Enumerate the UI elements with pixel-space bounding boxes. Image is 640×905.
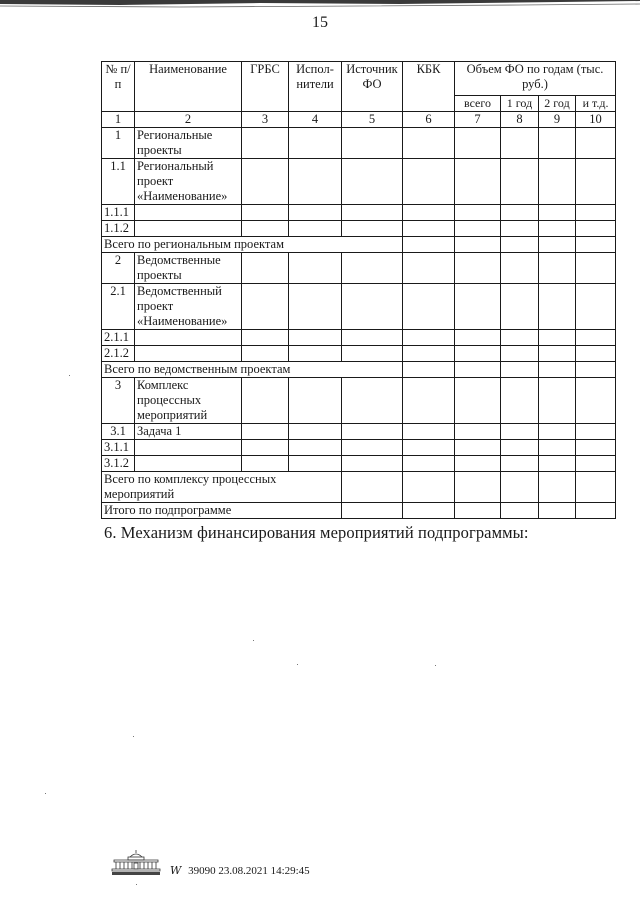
- table-row: [102, 284, 616, 330]
- scan-speck: [69, 375, 70, 376]
- table-row: [102, 253, 616, 284]
- column-number: 3: [242, 112, 289, 128]
- row-name: Ведомственный проект «Наименование»: [135, 284, 242, 330]
- scan-speck: [435, 665, 436, 666]
- header-volume: Объем ФО по годам (тыс. руб.): [455, 62, 616, 96]
- column-number: 8: [501, 112, 539, 128]
- header-total: всего: [455, 96, 501, 112]
- signature-mark: W: [170, 864, 182, 877]
- row-number: 3.1.1: [102, 440, 135, 456]
- row-number: 2: [102, 253, 135, 284]
- column-number: 9: [539, 112, 576, 128]
- header-kbk: КБК: [403, 62, 455, 112]
- legislature-stamp-icon: [108, 848, 164, 876]
- header-year1: 1 год: [501, 96, 539, 112]
- row-number: 1.1.1: [102, 205, 135, 221]
- header-source: Источник ФО: [342, 62, 403, 112]
- header-row: [102, 62, 616, 96]
- row-number: 3: [102, 378, 135, 424]
- row-number: 2.1.2: [102, 346, 135, 362]
- grand-total-row: [102, 503, 616, 519]
- scan-speck: [253, 640, 254, 641]
- column-number: 5: [342, 112, 403, 128]
- table-row: [102, 159, 616, 205]
- column-number: 4: [289, 112, 342, 128]
- table-row: [102, 378, 616, 424]
- table-row: [102, 424, 616, 440]
- row-number: 2.1.1: [102, 330, 135, 346]
- column-number: 1: [102, 112, 135, 128]
- row-name: Региональные проекты: [135, 128, 242, 159]
- row-number: 1.1: [102, 159, 135, 205]
- header-executors: Испол-нители: [289, 62, 342, 112]
- row-number: 1.1.2: [102, 221, 135, 237]
- row-number: 3.1: [102, 424, 135, 440]
- grand-total-label: Итого по подпрограмме: [102, 503, 342, 519]
- table-row: [102, 221, 616, 237]
- scan-edge: [0, 0, 640, 10]
- subtotal-label: Всего по региональным проектам: [102, 237, 403, 253]
- column-number: 10: [576, 112, 616, 128]
- header-year2: 2 год: [539, 96, 576, 112]
- table-row: [102, 205, 616, 221]
- column-number: 6: [403, 112, 455, 128]
- table-row: [102, 440, 616, 456]
- row-number: 1: [102, 128, 135, 159]
- scan-speck: [136, 884, 137, 885]
- registration-number: 39090 23.08.2021 14:29:45: [188, 865, 310, 877]
- row-name: Ведомственные проекты: [135, 253, 242, 284]
- row-name: Региональный проект «Наименование»: [135, 159, 242, 205]
- table-row: [102, 456, 616, 472]
- subtotal-label: Всего по ведомственным проектам: [102, 362, 403, 378]
- column-number: 7: [455, 112, 501, 128]
- subtotal-row: [102, 237, 616, 253]
- column-number-row: [102, 112, 616, 128]
- row-number: 2.1: [102, 284, 135, 330]
- scan-speck: [45, 793, 46, 794]
- registration-mark: [170, 864, 310, 877]
- page-number: 15: [312, 14, 328, 31]
- scan-speck: [297, 664, 298, 665]
- row-name: Комплекс процессных мероприятий: [135, 378, 242, 424]
- subtotal-label: Всего по комплексу процессных мероприятий: [102, 472, 342, 503]
- column-number: 2: [135, 112, 242, 128]
- row-name: Задача 1: [135, 424, 242, 440]
- header-num: № п/п: [102, 62, 135, 112]
- subtotal-row: [102, 362, 616, 378]
- row-number: 3.1.2: [102, 456, 135, 472]
- table-row: [102, 330, 616, 346]
- header-grbs: ГРБС: [242, 62, 289, 112]
- header-name: Наименование: [135, 62, 242, 112]
- header-etc: и т.д.: [576, 96, 616, 112]
- table-row: [102, 128, 616, 159]
- scan-speck: [133, 736, 134, 737]
- table-row: [102, 346, 616, 362]
- funding-table: [101, 61, 616, 519]
- section-heading: 6. Механизм финансирования мероприятий подпрограммы:: [104, 523, 529, 542]
- subtotal-row: [102, 472, 616, 503]
